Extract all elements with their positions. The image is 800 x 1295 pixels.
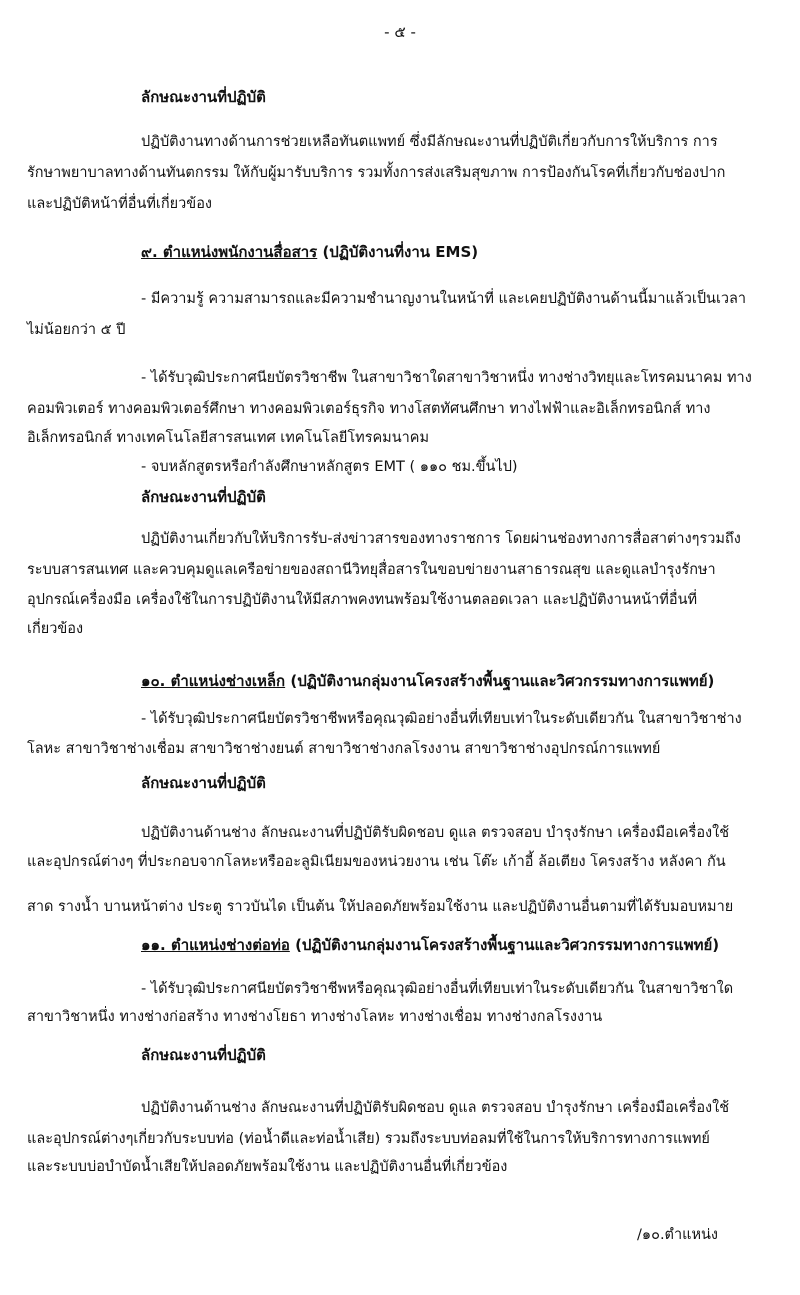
s11-heading xyxy=(141,934,719,956)
s11-qual-line-1: - ได้รับวุฒิประกาศนียบัตรวิชาชีพหรือคุณวุฒิอย่างอื่นที่เทียบเท่าในระดับเดียวกัน ในสาขาวิชาใด xyxy=(141,981,734,997)
s10-duty-heading: ลักษณะงานที่ปฏิบัติ xyxy=(141,774,266,792)
s9-duty-line-1: ปฏิบัติงานเกี่ยวกับให้บริการรับ-ส่งข่าวสารของทางราชการ โดยผ่านช่องทางการสื่อสาต่างๆรวมถึง xyxy=(141,531,741,547)
s11-duty-line-3: และระบบบ่อบำบัดน้ำเสียให้ปลอดภัยพร้อมใช้งาน และปฏิบัติงานอื่นที่เกี่ยวข้อง xyxy=(27,1159,508,1175)
s10-duty-line-3: สาด รางน้ำ บานหน้าต่าง ประตู ราวบันได เป็นต้น ให้ปลอดภัยพร้อมใช้งาน และปฏิบัติงานอื่นตามที่ได้รับมอบหมาย xyxy=(27,899,734,915)
s9-title: ๙. ตำแหน่งพนักงานสื่อสาร xyxy=(141,243,318,261)
s9-duty-line-4: เกี่ยวข้อง xyxy=(27,621,84,637)
s8-duty-line-1: ปฏิบัติงานทางด้านการช่วยเหลือทันตแพทย์ ซึ่งมีลักษณะงานที่ปฏิบัติเกี่ยวกับการให้บริการ การ xyxy=(141,134,718,150)
s11-qual-line-2: สาขาวิชาหนึ่ง ทางช่างก่อสร้าง ทางช่างโยธา ทางช่างโลหะ ทางช่างเชื่อม ทางช่างกลโรงงาน xyxy=(27,1009,603,1025)
s9-duty-line-2: ระบบสารสนเทศ และควบคุมดูแลเครือข่ายของสถานีวิทยุสื่อสารในขอบข่ายงานสาธารณสุข และดูแลบำรุงรักษา xyxy=(27,562,716,578)
s11-title: ๑๑. ตำแหน่งช่างต่อท่อ xyxy=(141,936,290,954)
s9-qual-2-line-1: - ได้รับวุฒิประกาศนียบัตรวิชาชีพ ในสาขาวิชาใดสาขาวิชาหนึ่ง ทางช่างวิทยุและโทรคมนาคม ทาง xyxy=(141,370,752,386)
s11-duty-line-1: ปฏิบัติงานด้านช่าง ลักษณะงานที่ปฏิบัติรับผิดชอบ ดูแล ตรวจสอบ บำรุงรักษา เครื่องมือเครื่องใช้ xyxy=(141,1100,730,1116)
s9-qual-2-line-2: คอมพิวเตอร์ ทางคอมพิวเตอร์ศึกษา ทางคอมพิวเตอร์ธุรกิจ ทางโสตทัศนศึกษา ทางไฟฟ้าและอิเล็กทรอนิกส์ ทาง xyxy=(27,401,711,417)
page-number: - ๕ - xyxy=(384,23,416,41)
s9-qual-1-line-1: - มีความรู้ ความสามารถและมีความชำนาญงานในหน้าที่ และเคยปฏิบัติงานด้านนี้มาแล้วเป็นเวลา xyxy=(141,291,747,307)
s10-heading xyxy=(141,670,714,692)
s10-title: ๑๐. ตำแหน่งช่างเหล็ก xyxy=(141,672,286,690)
s9-heading xyxy=(141,241,478,263)
s8-duty-line-3: และปฏิบัติหน้าที่อื่นที่เกี่ยวข้อง xyxy=(27,196,213,212)
s9-duty-heading: ลักษณะงานที่ปฏิบัติ xyxy=(141,488,266,506)
s11-duty-heading: ลักษณะงานที่ปฏิบัติ xyxy=(141,1046,266,1064)
s10-title-rest: (ปฏิบัติงานกลุ่มงานโครงสร้างพื้นฐานและวิศวกรรมทางการแพทย์) xyxy=(285,672,715,690)
s9-duty-line-3: อุปกรณ์เครื่องมือ เครื่องใช้ในการปฏิบัติงานให้มีสภาพคงทนพร้อมใช้งานตลอดเวลา และปฏิบัติงานหน้าที่อื่นที่ xyxy=(27,592,698,608)
s9-qual-1-line-2: ไม่น้อยกว่า ๕ ปี xyxy=(27,322,126,338)
s8-duty-line-2: รักษาพยาบาลทางด้านทันตกรรม ให้กับผู้มารับบริการ รวมทั้งการส่งเสริมสุขภาพ การป้องกันโรคที่เกี่ยวกับช่องปาก xyxy=(27,165,726,181)
s11-title-rest: (ปฏิบัติงานกลุ่มงานโครงสร้างพื้นฐานและวิศวกรรมทางการแพทย์) xyxy=(289,936,720,954)
s10-qual-line-1: - ได้รับวุฒิประกาศนียบัตรวิชาชีพหรือคุณวุฒิอย่างอื่นที่เทียบเท่าในระดับเดียวกัน ในสาขาวิชาช่าง xyxy=(141,711,742,727)
s9-qual-3: - จบหลักสูตรหรือกำลังศึกษาหลักสูตร EMT ( ๑๑๐ ชม.ขึ้นไป) xyxy=(141,459,518,475)
s10-duty-line-2: และอุปกรณ์ต่างๆ ที่ประกอบจากโลหะหรืออะลูมิเนียมของหน่วยงาน เช่น โต๊ะ เก้าอี้ ล้อเตียง โครงสร้าง หลังคา กัน xyxy=(27,854,726,870)
s10-qual-line-2: โลหะ สาขาวิชาช่างเชื่อม สาขาวิชาช่างยนต์ สาขาวิชาช่างกลโรงงาน สาขาวิชาช่างอุปกรณ์การแพทย์ xyxy=(27,741,661,757)
s9-qual-2-line-3: อิเล็กทรอนิกส์ ทางเทคโนโลยีสารสนเทศ เทคโนโลยีโทรคมนาคม xyxy=(27,430,430,446)
s10-duty-line-1: ปฏิบัติงานด้านช่าง ลักษณะงานที่ปฏิบัติรับผิดชอบ ดูแล ตรวจสอบ บำรุงรักษา เครื่องมือเครื่องใช้ xyxy=(141,825,730,841)
s9-title-rest: (ปฏิบัติงานที่งาน EMS) xyxy=(317,243,479,261)
s11-duty-line-2: และอุปกรณ์ต่างๆเกี่ยวกับระบบท่อ (ท่อน้ำดีและท่อน้ำเสีย) รวมถึงระบบท่อลมที่ใช้ในการให้บริการทางการแพทย์ xyxy=(27,1131,710,1147)
continuation-footer: /๑๐.ตำแหน่ง xyxy=(637,1227,719,1243)
s8-duty-heading: ลักษณะงานที่ปฏิบัติ xyxy=(141,88,266,106)
